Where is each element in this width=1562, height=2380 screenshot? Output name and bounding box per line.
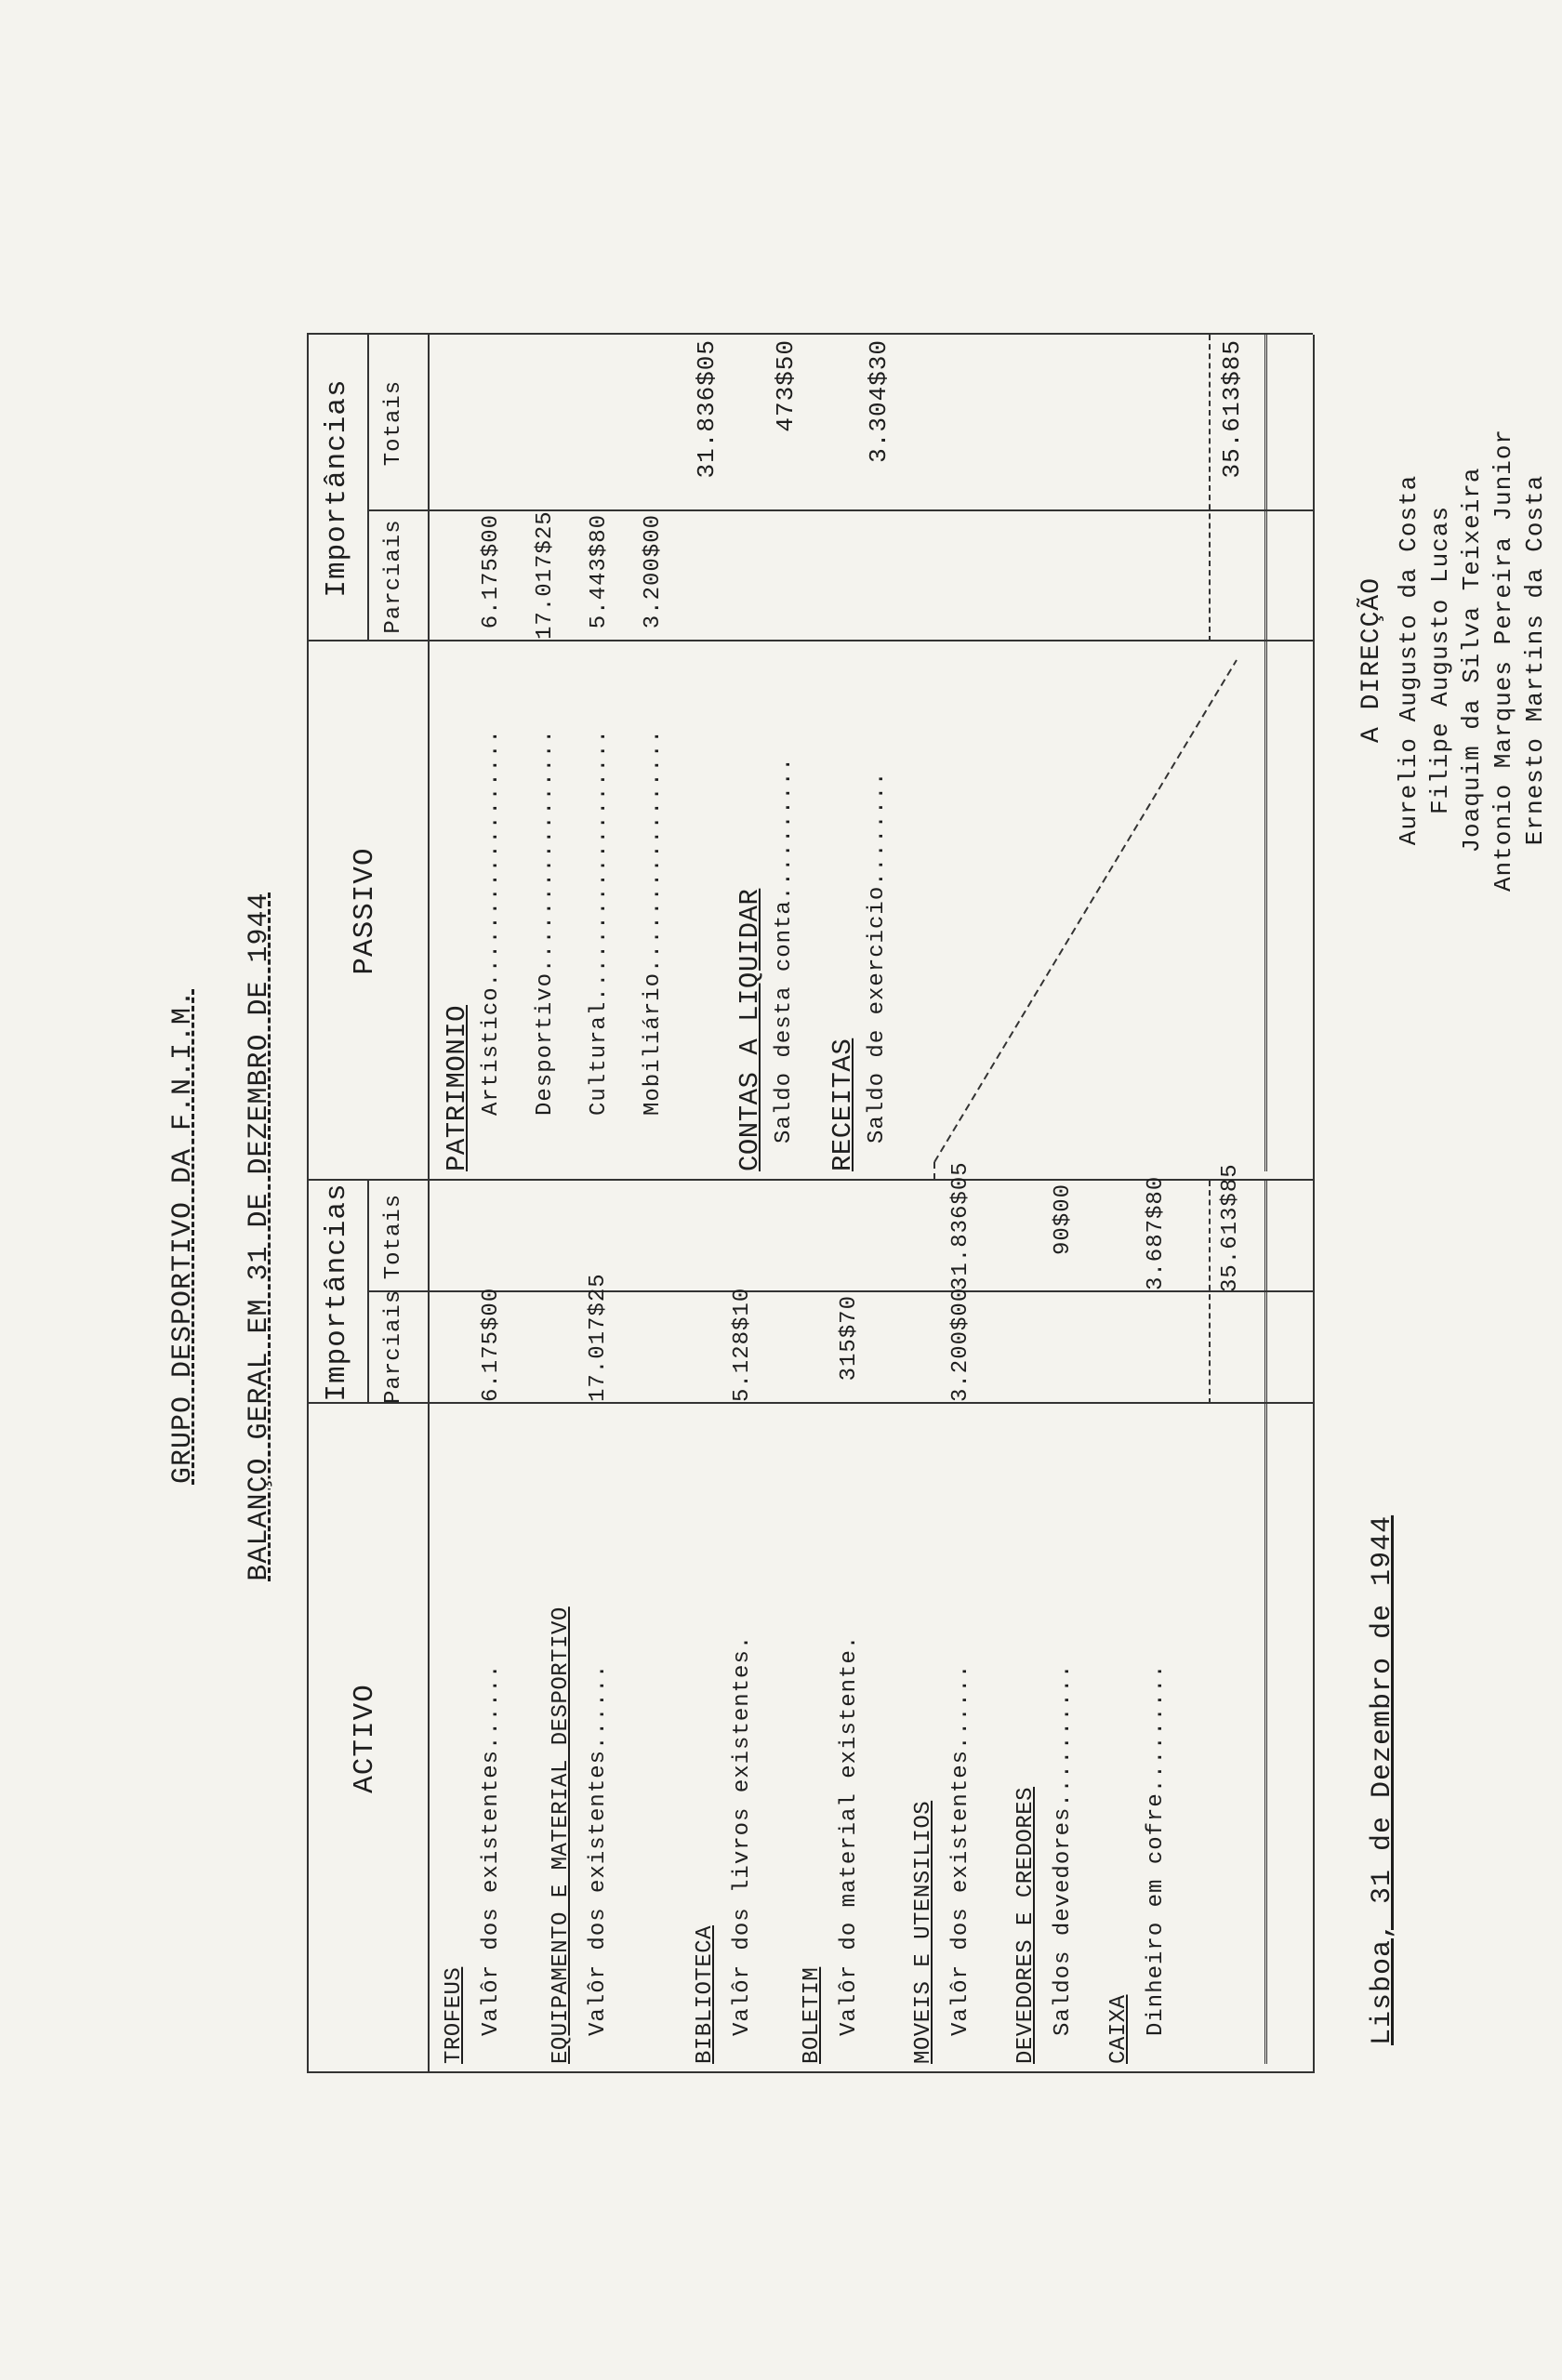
activo-header: ACTIVO <box>349 1684 381 1793</box>
contas-section: CONTAS A LIQUIDAR <box>735 888 765 1171</box>
activo-parcial-value: 17.017$25 <box>586 1273 611 1402</box>
activo-item-label: Dinheiro em cofre......... <box>1144 1663 1169 2036</box>
activo-item-label: Valôr dos existentes...... <box>479 1663 504 2036</box>
activo-item-label: Valôr dos existentes...... <box>586 1663 611 2036</box>
activo-total-value: 90$00 <box>1051 1183 1076 1256</box>
patrimonio-item-label: Desportivo................. <box>533 729 558 1116</box>
activo-parcial-value: 6.175$00 <box>479 1287 504 1402</box>
diagonal-filler-line <box>353 335 1283 1181</box>
activo-section-label: BIBLIOTECA <box>693 1924 718 2064</box>
patrimonio-item-label: Cultural................... <box>587 729 612 1116</box>
receitas-label: Saldo de exercicio........ <box>865 771 890 1144</box>
activo-section-label: EQUIPAMENTO E MATERIAL DESPORTIVO <box>549 1606 574 2064</box>
signatory-name: Antonio Marques Pereira Junior <box>1489 428 1517 892</box>
place-date: Lisboa, 31 de Dezembro de 1944 <box>1367 1514 1398 2045</box>
patrimonio-total: 31.836$05 <box>693 339 721 479</box>
patrimonio-parcial-value: 3.200$00 <box>641 514 666 629</box>
signatory-name: Ernesto Martins da Costa <box>1521 474 1549 846</box>
receitas-total: 3.304$30 <box>865 339 893 463</box>
activo-parcial-value: 3.200$00 <box>948 1287 973 1402</box>
signatory-name: Filipe Augusto Lucas <box>1426 505 1454 815</box>
signatory-name: Aurelio Augusto da Costa <box>1395 474 1423 846</box>
passivo-parciais-header: Parciais <box>381 519 406 634</box>
patrimonio-parcial-value: 5.443$80 <box>587 514 612 629</box>
passivo-patrimonio-section: PATRIMONIO <box>442 1004 472 1171</box>
activo-total-value: 31.836$05 <box>948 1161 973 1290</box>
patrimonio-item-label: Artistico.................. <box>479 729 504 1116</box>
activo-totais-header: Totais <box>381 1193 406 1280</box>
activo-section-label: TROFEUS <box>442 1966 467 2064</box>
receitas-section: RECEITAS <box>827 1038 858 1171</box>
activo-total-value: 3.687$80 <box>1144 1175 1169 1290</box>
direction-title: A DIRECÇÃO <box>1357 576 1386 744</box>
activo-item-label: Valôr dos livros existentes. <box>730 1634 755 2036</box>
passivo-header: PASSIVO <box>349 847 381 975</box>
activo-section-label: DEVEDORES E CREDORES <box>1013 1786 1039 2064</box>
passivo-grand-total: 35.613$85 <box>1218 339 1246 479</box>
contas-total: 473$50 <box>772 339 800 432</box>
contas-label: Saldo desta conta.......... <box>772 757 797 1144</box>
activo-item-label: Saldos devedores.......... <box>1051 1663 1076 2036</box>
activo-section-label: CAIXA <box>1106 1994 1132 2064</box>
document-subtitle: BALANÇO GERAL EM 31 DE DEZEMBRO DE 1944 <box>244 892 275 1581</box>
activo-grand-total: 35.613$85 <box>1218 1163 1243 1292</box>
activo-importancias-header: Importâncias <box>321 1183 353 1402</box>
activo-parciais-header: Parciais <box>381 1289 406 1404</box>
activo-parcial-value: 5.128$10 <box>730 1287 755 1402</box>
activo-item-label: Valôr do material existente. <box>837 1634 862 2036</box>
patrimonio-parcial-value: 6.175$00 <box>479 514 504 629</box>
patrimonio-item-label: Mobiliário................. <box>641 729 666 1116</box>
patrimonio-parcial-value: 17.017$25 <box>533 510 558 640</box>
signatory-name: Joaquim da Silva Teixeira <box>1458 467 1486 853</box>
activo-item-label: Valôr dos existentes...... <box>948 1663 973 2036</box>
document-title: GRUPO DESPORTIVO DA F.N.I.M. <box>167 988 199 1485</box>
passivo-importancias-header: Importâncias <box>321 378 353 598</box>
activo-section-label: BOLETIM <box>800 1966 825 2064</box>
passivo-totais-header: Totais <box>381 379 406 467</box>
activo-section-label: MOVEIS E UTENSILIOS <box>911 1800 936 2064</box>
activo-parcial-value: 315$70 <box>837 1295 862 1382</box>
